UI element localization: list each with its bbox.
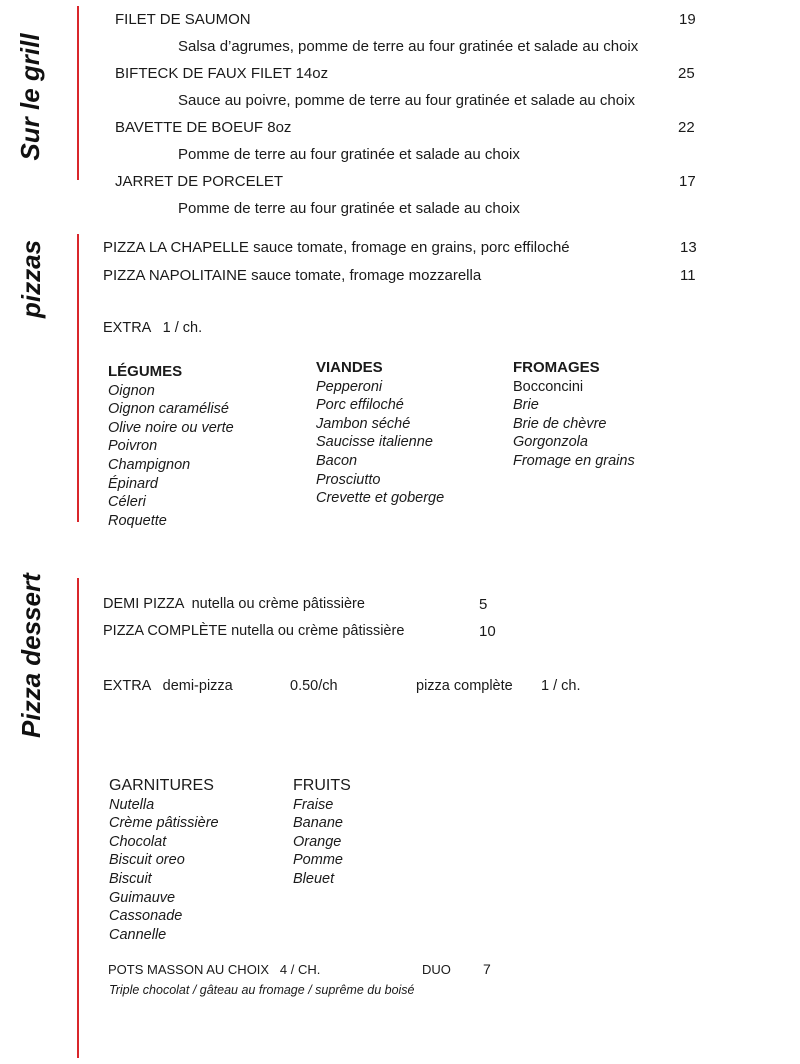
dessert-extra-label: EXTRA demi-pizza: [103, 678, 233, 694]
list-item: Épinard: [108, 475, 158, 492]
list-item: Cannelle: [109, 926, 167, 943]
list-item: Gorgonzola: [513, 434, 588, 451]
list-item: Saucisse italienne: [316, 434, 433, 451]
pizza-item-name: PIZZA NAPOLITAINE sauce tomate, fromage mozzarella: [103, 267, 482, 284]
pizzas-divider: [77, 234, 79, 522]
list-item: Oignon: [108, 382, 155, 399]
pots-masson-label: POTS MASSON AU CHOIX 4 / CH.: [108, 962, 321, 977]
menu-item-price: 22: [678, 119, 695, 136]
list-item: Pomme: [293, 852, 343, 869]
list-item: Oignon caramélisé: [108, 401, 229, 418]
dessert-item-price: 5: [479, 596, 488, 613]
list-item: Orange: [293, 833, 342, 850]
legumes-list: [108, 363, 234, 530]
section-title-grill: Sur le grill: [15, 33, 45, 161]
garnitures-list: [109, 777, 219, 944]
menu-item-name: FILET DE SAUMON: [115, 11, 251, 28]
list-item: Champignon: [108, 456, 191, 473]
menu-item-name: JARRET DE PORCELET: [115, 173, 284, 190]
menu-item-price: 19: [679, 11, 696, 28]
dessert-item-name: DEMI PIZZA nutella ou crème pâtissière: [103, 596, 365, 612]
list-item: Brie: [513, 397, 539, 414]
legumes-title: LÉGUMES: [108, 363, 183, 380]
menu-item-name: BAVETTE DE BOEUF 8oz: [115, 119, 292, 136]
list-item: Cassonade: [109, 908, 183, 925]
list-item: Porc effiloché: [316, 397, 404, 414]
pizza-item-price: 13: [680, 239, 697, 256]
menu-item-name: BIFTECK DE FAUX FILET 14oz: [115, 65, 329, 82]
dessert-extra-half-price: 0.50/ch: [290, 678, 338, 694]
garnitures-title: GARNITURES: [109, 777, 214, 794]
viandes-list: [316, 359, 444, 508]
fromages-title: FROMAGES: [513, 359, 600, 376]
fruits-list: [293, 777, 351, 889]
dessert-item-price: 10: [479, 623, 496, 640]
section-title-dessert: Pizza dessert: [16, 573, 46, 738]
list-item: Nutella: [109, 796, 155, 813]
section-title-pizzas: pizzas: [16, 239, 46, 319]
list-item: Bleuet: [293, 870, 335, 887]
list-item: Banane: [293, 815, 343, 832]
list-item: Guimauve: [109, 889, 176, 906]
dessert-extra-full-price: 1 / ch.: [541, 678, 581, 694]
list-item: Bocconcini: [513, 378, 584, 395]
list-item: Jambon séché: [316, 415, 411, 432]
grill-divider: [77, 6, 79, 180]
menu-item-description: Sauce au poivre, pomme de terre au four gratinée et salade au choix: [178, 92, 635, 109]
list-item: Crème pâtissière: [109, 815, 219, 832]
list-item: Chocolat: [109, 833, 167, 850]
list-item: Poivron: [108, 438, 158, 455]
list-item: Bacon: [316, 452, 358, 469]
list-item: Fraise: [293, 796, 334, 813]
list-item: Brie de chèvre: [513, 415, 607, 432]
dessert-item-name: PIZZA COMPLÈTE nutella ou crème pâtissière: [103, 623, 405, 639]
menu-item-description: Pomme de terre au four gratinée et salade au choix: [178, 146, 520, 163]
list-item: Olive noire ou verte: [108, 419, 234, 436]
list-item: Céleri: [108, 494, 146, 511]
menu-item-description: Salsa d’agrumes, pomme de terre au four gratinée et salade au choix: [178, 38, 639, 55]
list-item: Prosciutto: [316, 471, 381, 488]
pizza-extra-price: EXTRA 1 / ch.: [103, 320, 203, 336]
fruits-title: FRUITS: [293, 777, 351, 794]
list-item: Biscuit oreo: [109, 852, 185, 869]
fromages-list: [513, 359, 635, 471]
pizza-item-name: PIZZA LA CHAPELLE sauce tomate, fromage en grains, porc effiloché: [103, 239, 570, 256]
pots-flavors: Triple chocolat / gâteau au fromage / suprême du boisé: [109, 983, 415, 997]
duo-price: 7: [483, 961, 491, 977]
menu-item-price: 25: [678, 65, 695, 82]
dessert-divider: [77, 578, 79, 1058]
pizza-item-price: 11: [680, 267, 696, 284]
list-item: Roquette: [108, 512, 167, 529]
duo-label: DUO: [422, 962, 451, 977]
menu-item-description: Pomme de terre au four gratinée et salade au choix: [178, 200, 520, 217]
menu-item-price: 17: [679, 173, 696, 190]
viandes-title: VIANDES: [316, 359, 383, 376]
dessert-extra-full-label: pizza complète: [416, 678, 513, 694]
list-item: Pepperoni: [316, 378, 383, 395]
list-item: Crevette et goberge: [316, 490, 445, 507]
list-item: Fromage en grains: [513, 452, 635, 469]
list-item: Biscuit: [109, 870, 152, 887]
